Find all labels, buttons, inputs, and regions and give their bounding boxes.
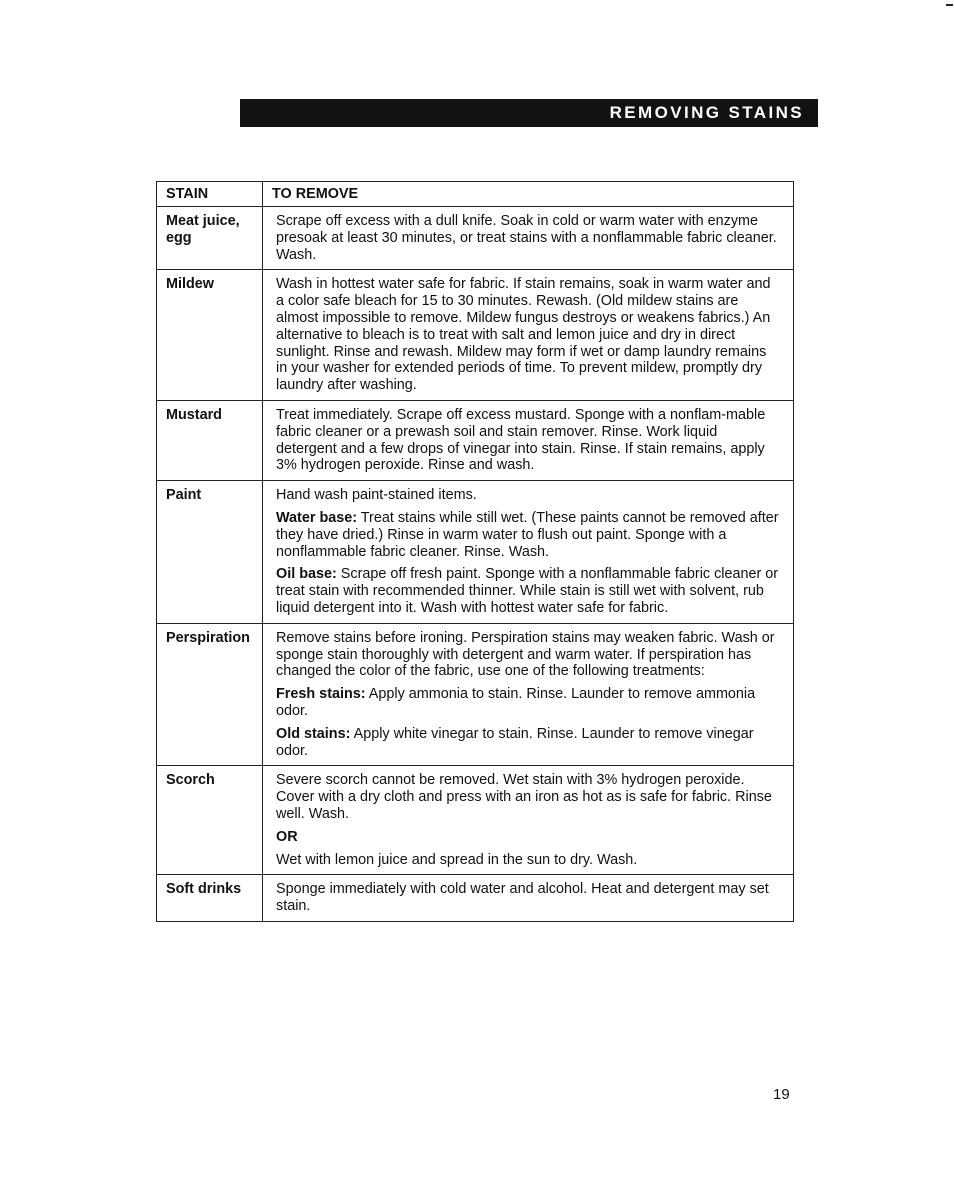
treatment-instructions [263,481,794,624]
instruction-paragraph [276,726,779,760]
treatment-instructions [263,270,794,401]
table-row [157,207,794,270]
instruction-text: Apply white vinegar to stain. Rinse. Launder to remove vinegar odor. [276,725,754,759]
instruction-paragraph [276,213,779,263]
treatment-instructions [263,766,794,875]
instruction-text: Apply ammonia to stain. Rinse. Launder to remove ammonia odor. [276,686,756,719]
instruction-text: Wet with lemon juice and spread in the sun to dry. Wash. [276,851,638,868]
column-header-stain: STAIN [157,182,263,207]
treatment-term: Fresh stains: [276,686,366,703]
instruction-text: Severe scorch cannot be removed. Wet stain with 3% hydrogen peroxide. Cover with a dry cloth and press with an iron as hot as is safe for fabric. Rinse well. Wash. [276,772,772,822]
page-number: 19 [773,1086,790,1103]
instruction-paragraph [276,276,779,394]
treatment-instructions [263,400,794,480]
table-row [157,623,794,766]
instruction-paragraph [276,510,779,560]
treatment-term: Water base: [276,509,358,526]
instruction-text: Treat immediately. Scrape off excess mustard. Sponge with a nonflam-mable fabric cleaner or a prewash soil and stain remover. Rinse. Work liquid detergent and a few drops of vinegar into stain. Rinse. If stain remains, apply 3% hydrogen peroxide. Rinse and wash. [276,406,766,474]
instruction-paragraph [276,829,779,846]
stain-name: Meat juice, egg [157,207,263,270]
instruction-text: Scrape off excess with a dull knife. Soak in cold or warm water with enzyme presoak at least 30 minutes, or treat stains with a nonflammable fabric cleaner. Wash. [276,213,777,263]
instruction-text: Remove stains before ironing. Perspiration stains may weaken fabric. Wash or sponge stain thoroughly with detergent and warm water. If perspiration has changed the color of the fabric, use one of the following treatments: [276,629,775,680]
treatment-instructions [263,875,794,922]
stain-name: Mustard [157,400,263,480]
instruction-text: Hand wash paint-stained items. [276,487,477,504]
instruction-paragraph [276,852,779,869]
table-row [157,875,794,922]
instruction-paragraph [276,686,779,720]
stain-name: Perspiration [157,623,263,766]
instruction-text: Sponge immediately with cold water and alcohol. Heat and detergent may set stain. [276,881,769,915]
section-title-banner [240,99,818,127]
table-header-row [157,182,794,207]
table-row [157,766,794,875]
stain-name: Mildew [157,270,263,401]
or-separator: OR [276,828,298,845]
table-row [157,481,794,624]
section-title: REMOVING STAINS [609,103,804,122]
table-row [157,270,794,401]
instruction-paragraph [276,881,779,915]
stain-name: Soft drinks [157,875,263,922]
table-body [157,207,794,922]
treatment-term: Old stains: [276,725,351,742]
instruction-text: Wash in hottest water safe for fabric. If stain remains, soak in warm water and a color safe bleach for 15 to 30 minutes. Rewash. (Old mildew stains are almost impossible to remove. Mildew fungus destroys or weakens fabrics.) An alternative to bleach is to treat with salt and lemon juice and dry in direct sunlight. Rinse and rewash. Mildew may form if wet or damp laundry remains in your washer for extended periods of time. To prevent mildew, promptly dry laundry after washing. [276,276,771,394]
instruction-text: Treat stains while still wet. (These paints cannot be removed after they have dried.) Rinse in warm water to flush out paint. Sponge with a nonflammable fabric cleaner. Rinse. Wash. [276,509,779,560]
stain-name: Scorch [157,766,263,875]
stain-name: Paint [157,481,263,624]
treatment-term: Oil base: [276,566,337,583]
instruction-paragraph [276,630,779,680]
table-row [157,400,794,480]
instruction-paragraph [276,487,779,504]
treatment-instructions [263,207,794,270]
treatment-instructions [263,623,794,766]
instruction-text: Scrape off fresh paint. Sponge with a nonflammable fabric cleaner or treat stain with recommended thinner. While stain is still wet with solvent, rub liquid detergent into it. Wash with hottest water safe for fabric. [276,566,779,616]
instruction-paragraph [276,407,779,474]
column-header-to-remove: TO REMOVE [263,182,794,207]
corner-mark [946,4,953,6]
instruction-paragraph [276,566,779,616]
instruction-paragraph [276,772,779,822]
stain-removal-table [156,181,794,922]
